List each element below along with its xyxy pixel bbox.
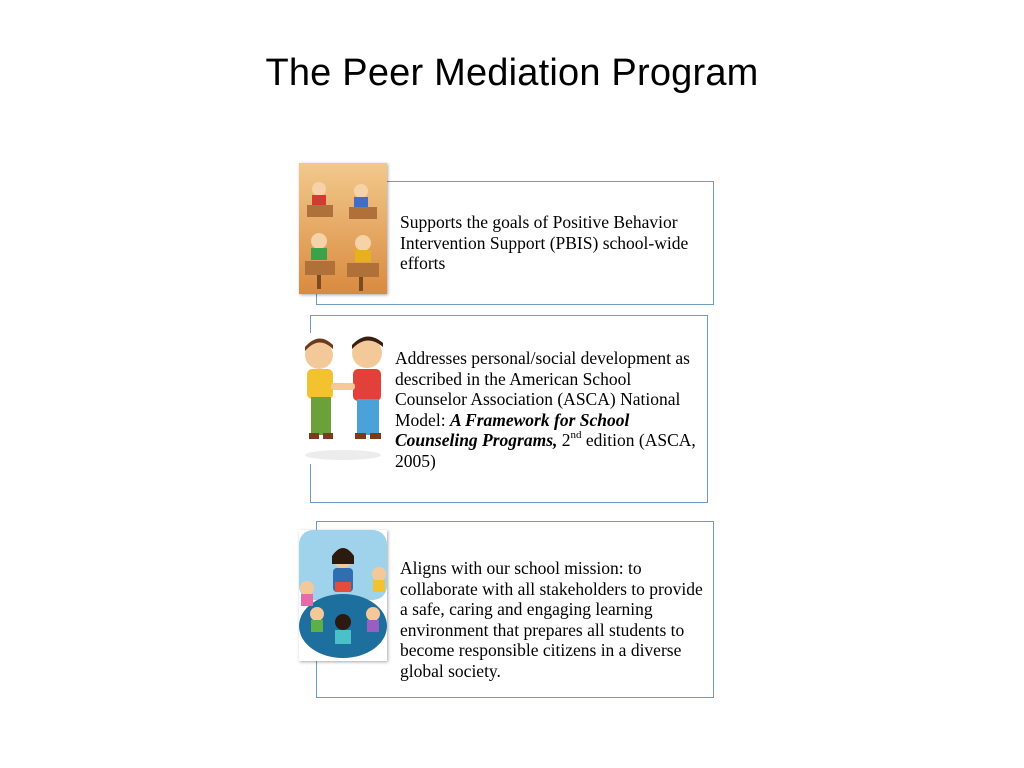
story-circle-icon xyxy=(299,530,387,661)
slide-title: The Peer Mediation Program xyxy=(265,52,759,94)
asca-intro: Addresses personal/social development as described in the American School Counselor Association (ASCA) National Model: xyxy=(395,348,690,430)
classroom-kids-icon xyxy=(299,163,387,294)
asca-edition-tail: edition (ASCA, 2005) xyxy=(395,430,696,471)
item-text-mission: Aligns with our school mission: to collaborate with all stakeholders to provide a safe, caring and engaging learning environment that prepares all students to become responsible citizens in a diverse global society. xyxy=(400,558,703,681)
asca-edition-number: 2 xyxy=(561,430,571,450)
item-text-pbis: Supports the goals of Positive Behavior Intervention Support (PBIS) school-wide efforts xyxy=(400,212,689,273)
asca-edition-suffix: nd xyxy=(570,429,582,442)
handshake-kids-icon xyxy=(299,333,387,464)
item-text-asca xyxy=(395,348,705,471)
asca-framework-title: A Framework for School Counseling Programs, xyxy=(395,409,630,450)
